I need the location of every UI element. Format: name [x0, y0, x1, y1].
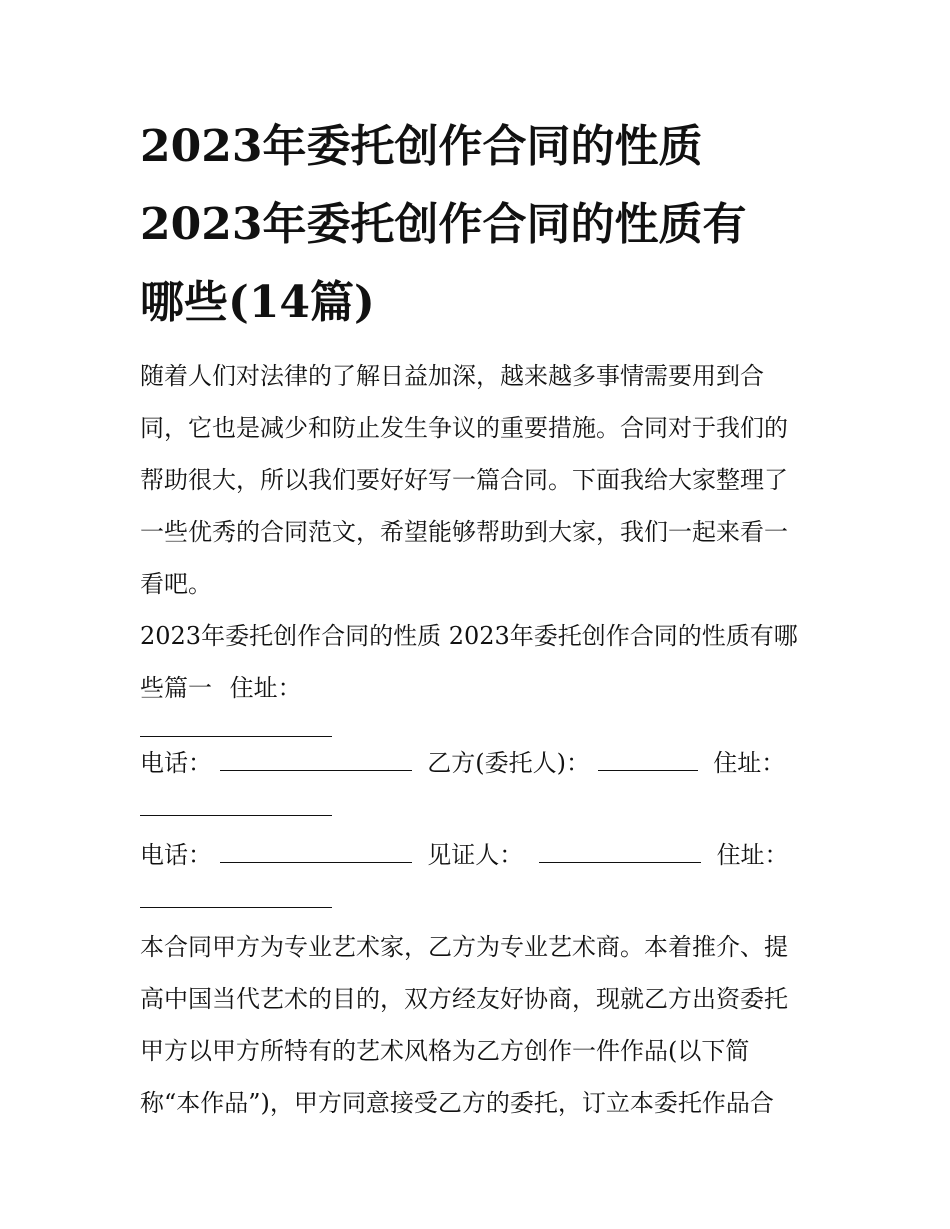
title-line: 哪些(14篇) — [140, 277, 375, 328]
address-blank-row — [140, 881, 820, 921]
text-line: 2023年委托创作合同的性质 2023年委托创作合同的性质有哪 — [140, 622, 798, 650]
body-paragraph — [140, 921, 820, 1129]
text-line: 一些优秀的合同范文，希望能够帮助到大家，我们一起来看一 — [140, 518, 788, 546]
text-line: 高中国当代艺术的目的，双方经友好协商，现就乙方出资委托 — [140, 985, 788, 1013]
text-line: 帮助很大，所以我们要好好写一篇合同。下面我给大家整理了 — [140, 466, 788, 494]
witness-blank — [539, 840, 701, 863]
phone-label: 电话： — [140, 749, 212, 777]
text-line: 甲方以甲方所特有的艺术风格为乙方创作一件作品(以下简 — [140, 1037, 750, 1065]
title-line: 2023年委托创作合同的性质 — [140, 121, 703, 172]
title-line: 2023年委托创作合同的性质有 — [140, 199, 747, 250]
text-line: 本合同甲方为专业艺术家，乙方为专业艺术商。本着推介、提 — [140, 933, 788, 961]
section-label: 些篇一 — [140, 674, 212, 702]
address-blank — [140, 793, 332, 816]
address-blank — [140, 885, 332, 908]
document-title — [140, 108, 820, 342]
address-blank — [140, 714, 332, 737]
text-line: 称“本作品”)，甲方同意接受乙方的委托，订立本委托作品合 — [140, 1089, 774, 1117]
text-line: 看吧。 — [140, 570, 212, 598]
phone-blank — [220, 840, 412, 863]
text-line — [140, 662, 820, 737]
phone-blank — [220, 748, 412, 771]
intro-paragraph — [140, 350, 820, 610]
address-blank-row — [140, 789, 820, 829]
text-line: 随着人们对法律的了解日益加深，越来越多事情需要用到合 — [140, 362, 764, 390]
form-row-witness — [140, 829, 820, 881]
section-heading — [140, 610, 820, 737]
text-line: 同，它也是减少和防止发生争议的重要措施。合同对于我们的 — [140, 414, 788, 442]
address-label: 住址： — [716, 841, 789, 869]
phone-label: 电话： — [140, 841, 212, 869]
form-row-party-b — [140, 737, 820, 789]
party-b-blank — [598, 748, 698, 771]
address-label: 住址： — [229, 674, 302, 702]
witness-label: 见证人： — [427, 841, 524, 869]
party-b-label: 乙方(委托人)： — [427, 749, 591, 777]
document-page — [140, 108, 820, 1129]
address-label: 住址： — [713, 749, 786, 777]
